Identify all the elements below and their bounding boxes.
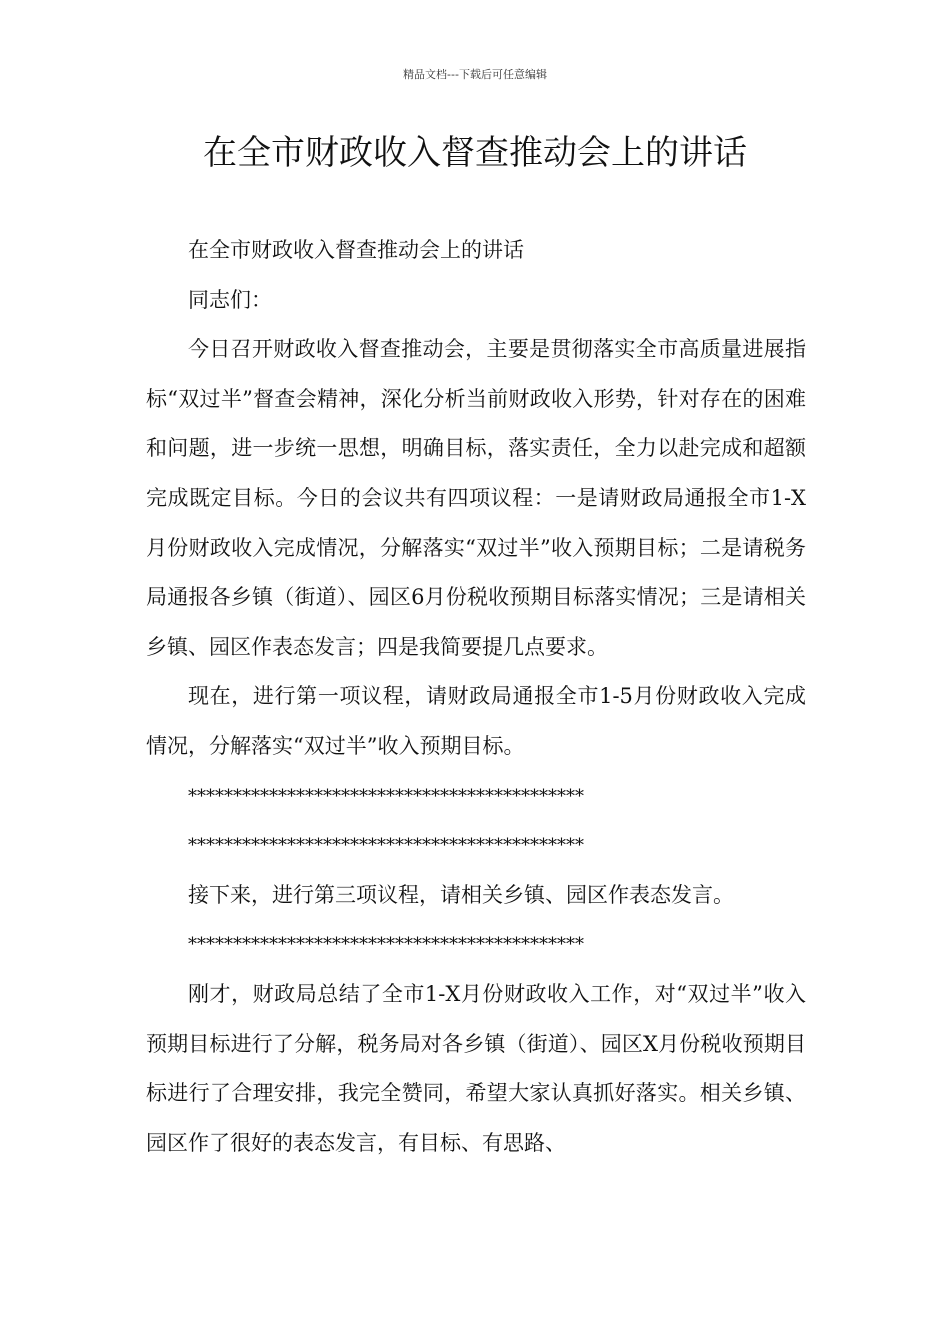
paragraph-agenda: 今日召开财政收入督查推动会，主要是贯彻落实全市高质量进展指标“双过半”督查会精神，深化分析当前财政收入形势，针对存在的困难和问题，进一步统一思想，明确目标，落实责任，全力以赴完成和超额完成既定目标。今日的会议共有四项议程：一是请财政局通报全市1-X月份财政收入完成情况，分解落实“双过半”收入预期目标；二是请税务局通报各乡镇（街道）、园区6月份税收预期目标落实情况；三是请相关乡镇、园区作表态发言；四是我简要提几点要求。	[146, 337, 806, 659]
paragraph-subtitle: 在全市财政收入督查推动会上的讲话	[188, 238, 524, 262]
document-title: 在全市财政收入督查推动会上的讲话	[203, 133, 747, 173]
separator-stars: ********************************************	[188, 934, 584, 956]
separator-stars: ********************************************	[188, 835, 584, 857]
paragraph-summary: 刚才，财政局总结了全市1-X月份财政收入工作，对“双过半”收入预期目标进行了分解，税务局对各乡镇（街道）、园区X月份税收预期目标进行了合理安排，我完全赞同，希望大家认真抓好落实。相关乡镇、园区作了很好的表态发言，有目标、有思路、	[146, 981, 806, 1155]
paragraph-salutation: 同志们：	[188, 287, 272, 312]
paragraph-item-three: 接下来，进行第三项议程，请相关乡镇、园区作表态发言。	[188, 882, 734, 907]
paragraph-item-one: 现在，进行第一项议程，请财政局通报全市1-5月份财政收入完成情况，分解落实“双过半”收入预期目标。	[146, 684, 806, 758]
separator-stars: ********************************************	[188, 785, 584, 807]
header-note: 精品文档---下载后可任意编辑	[403, 68, 547, 81]
document-body	[146, 226, 806, 1168]
